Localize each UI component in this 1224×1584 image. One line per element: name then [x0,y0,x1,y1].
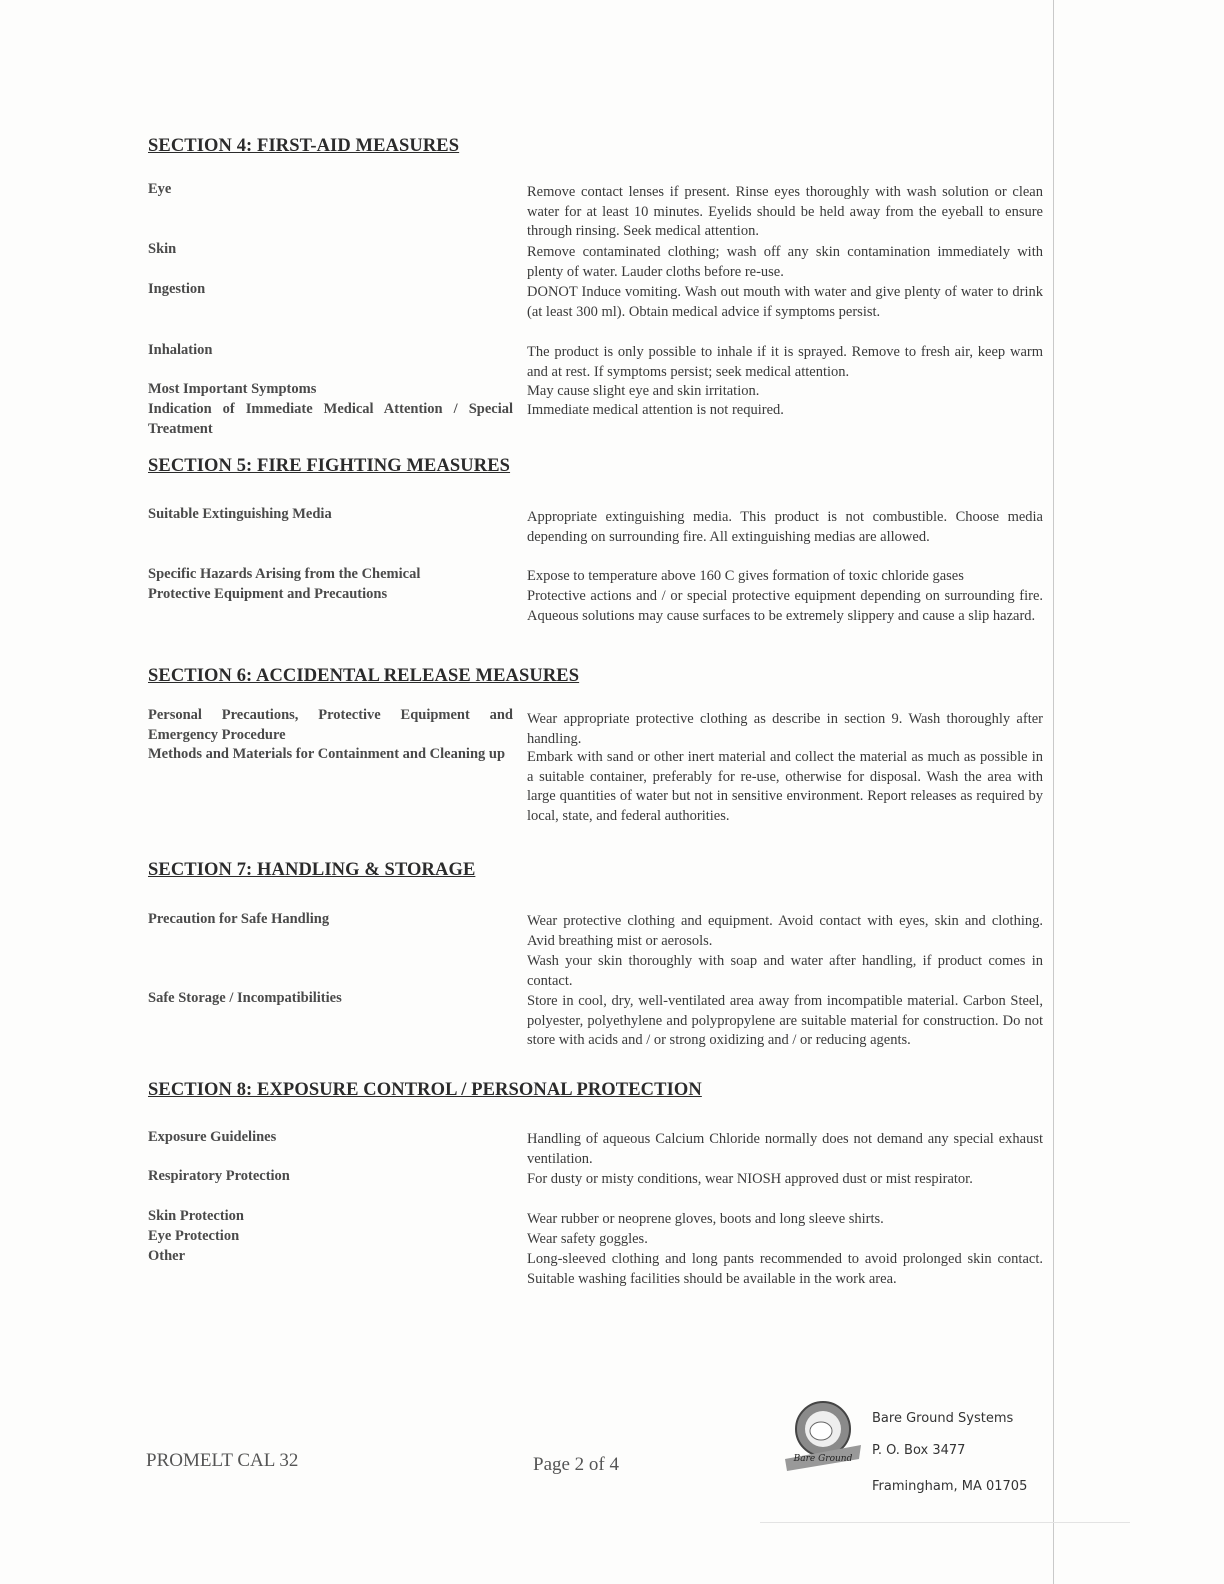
company-po-box: P. O. Box 3477 [872,1443,966,1458]
field-value: Appropriate extinguishing media. This product is not combustible. Choose media depending on surrounding fire. All extinguishing medias are allowed. [527,509,1043,545]
field-value: Expose to temperature above 160 C gives formation of toxic chloride gases [527,568,964,584]
field-value: Immediate medical attention is not required. [527,402,784,418]
field-value: Wear safety goggles. [527,1231,648,1247]
field-label: Inhalation [148,342,213,358]
field-value: Handling of aqueous Calcium Chloride normally does not demand any special exhaust ventilation. [527,1131,1043,1167]
field-value: The product is only possible to inhale if it is sprayed. Remove to fresh air, keep warm and at rest. If symptoms persist; seek medical attention. [527,344,1043,380]
section-heading: SECTION 7: HANDLING & STORAGE [148,860,476,880]
svg-text:Bare Ground: Bare Ground [793,1454,853,1464]
card-edge [760,1522,1130,1523]
field-label: Eye Protection [148,1228,240,1244]
field-value: Protective actions and / or special protective equipment depending on surrounding fire. Aqueous solutions may cause surfaces to be extremely slippery and cause a slip hazard. [527,588,1043,624]
field-value: For dusty or misty conditions, wear NIOSH approved dust or mist respirator. [527,1171,973,1187]
field-value: Embark with sand or other inert material and collect the material as much as possible in a suitable container, preferably for re-use, otherwise for disposal. Wash the area with large quantities of water but not in sensitive environment. Report releases as required by local, state, and federal authorities. [527,749,1043,824]
section-heading: SECTION 6: ACCIDENTAL RELEASE MEASURES [148,666,580,686]
section-heading: SECTION 5: FIRE FIGHTING MEASURES [148,456,511,476]
field-value: Wash your skin thoroughly with soap and water after handling, if product comes in contact. [527,953,1043,989]
field-label: Personal Precautions, Protective Equipment and Emergency Procedure [148,707,513,743]
field-label: Protective Equipment and Precautions [148,586,388,602]
scan-edge-line [1053,0,1054,1584]
field-label: Exposure Guidelines [148,1129,277,1145]
field-label: Indication of Immediate Medical Attention / Special Treatment [148,401,513,437]
field-label: Respiratory Protection [148,1168,290,1184]
company-logo [783,1397,863,1477]
field-label: Precaution for Safe Handling [148,911,330,927]
field-value: Remove contaminated clothing; wash off any skin contamination immediately with plenty of water. Lauder cloths before re-use. [527,244,1043,280]
page-number: Page 2 of 4 [533,1454,620,1475]
field-label: Safe Storage / Incompatibilities [148,990,342,1006]
field-label: Specific Hazards Arising from the Chemical [148,566,421,582]
field-label: Eye [148,181,172,197]
field-value: May cause slight eye and skin irritation. [527,383,760,399]
company-name: Bare Ground Systems [872,1411,1014,1426]
field-label: Skin Protection [148,1208,244,1224]
field-value: DONOT Induce vomiting. Wash out mouth with water and give plenty of water to drink (at least 300 ml). Obtain medical advice if symptoms persist. [527,284,1043,320]
section-heading: SECTION 8: EXPOSURE CONTROL / PERSONAL PROTECTION [148,1080,702,1100]
field-label: Suitable Extinguishing Media [148,506,332,522]
field-label: Ingestion [148,281,206,297]
field-label: Most Important Symptoms [148,381,317,397]
field-value: Long-sleeved clothing and long pants recommended to avoid prolonged skin contact. Suitable washing facilities should be available in the work area. [527,1251,1043,1287]
field-value: Wear appropriate protective clothing as describe in section 9. Wash thoroughly after handling. [527,711,1043,747]
product-name: PROMELT CAL 32 [146,1450,299,1471]
field-value: Wear rubber or neoprene gloves, boots and long sleeve shirts. [527,1211,884,1227]
field-value: Wear protective clothing and equipment. Avoid contact with eyes, skin and clothing. Avid breathing mist or aerosols. [527,913,1043,949]
field-value: Store in cool, dry, well-ventilated area away from incompatible material. Carbon Steel, polyester, polyethylene and polypropylene are suitable material for construction. Do not store with acids and / or strong oxidizing and / or reducing agents. [527,993,1043,1048]
field-label: Skin [148,241,177,257]
field-label: Methods and Materials for Containment and Cleaning up [148,746,506,762]
company-city: Framingham, MA 01705 [872,1479,1028,1494]
section-heading: SECTION 4: FIRST-AID MEASURES [148,136,460,156]
field-label: Other [148,1248,186,1264]
field-value: Remove contact lenses if present. Rinse eyes thoroughly with wash solution or clean water for at least 10 minutes. Eyelids should be held away from the eyeball to ensure through rinsing. Seek medical attention. [527,184,1043,239]
